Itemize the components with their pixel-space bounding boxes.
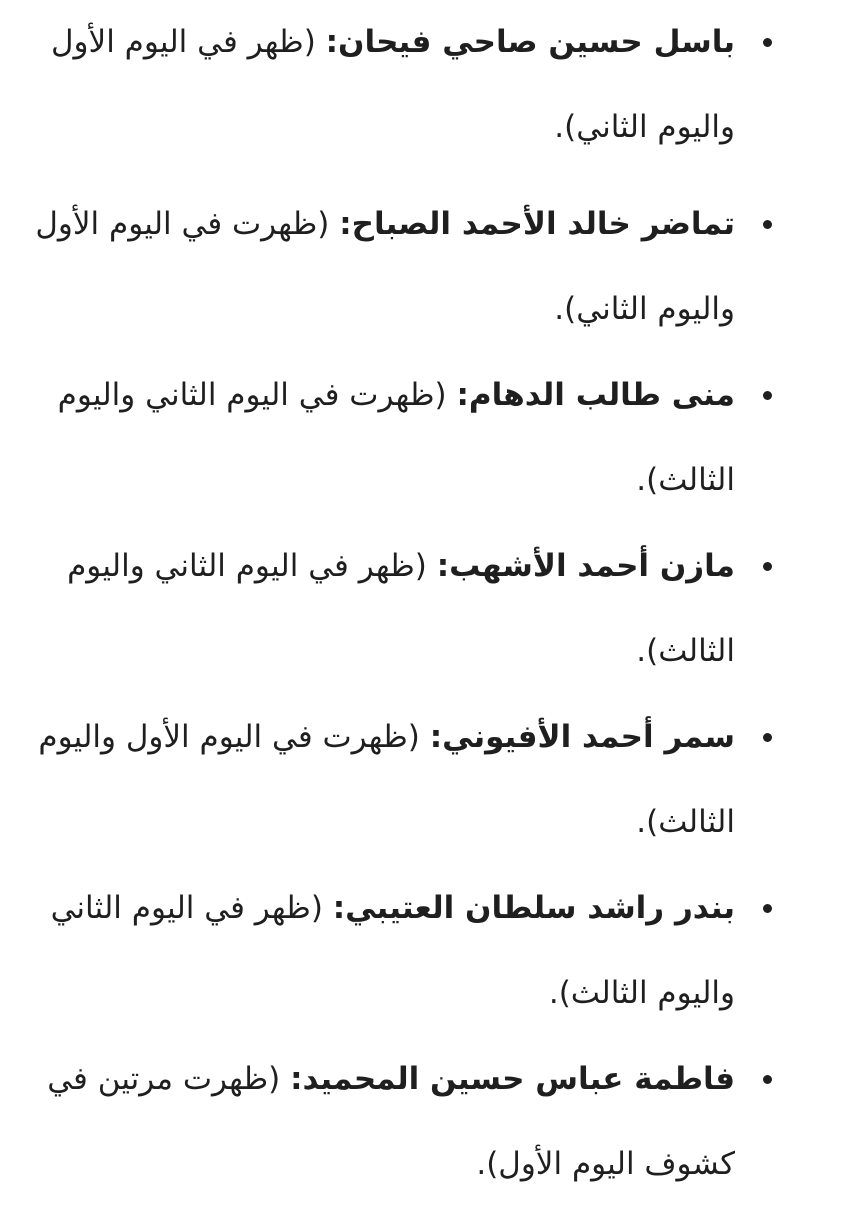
bullet-icon <box>763 1075 772 1084</box>
bullet-icon <box>763 220 772 229</box>
list-item <box>0 160 842 331</box>
person-name: تماضر خالد الأحمد الصباح: <box>339 206 735 242</box>
appearance-note: (ظهرت مرتين في كشوف اليوم الأول). <box>47 1061 735 1182</box>
appearance-note: (ظهرت في اليوم الأول واليوم الثاني). <box>35 206 735 327</box>
person-name: باسل حسين صاحي فيحان: <box>325 24 735 60</box>
person-name: مازن أحمد الأشهب: <box>436 548 735 584</box>
bullet-icon <box>763 562 772 571</box>
appearance-note: (ظهر في اليوم الثاني واليوم الثالث). <box>50 890 735 1011</box>
list-item <box>0 331 842 502</box>
list-item <box>0 844 842 1015</box>
appearance-note: (ظهر في اليوم الأول واليوم الثاني). <box>51 24 735 145</box>
list-item <box>0 1015 842 1186</box>
person-name: فاطمة عباس حسين المحميد: <box>290 1061 735 1097</box>
bullet-icon <box>763 904 772 913</box>
person-name: بندر راشد سلطان العتيبي: <box>332 890 735 926</box>
appearance-note: (ظهرت في اليوم الأول واليوم الثالث). <box>38 719 735 840</box>
list-item <box>0 502 842 673</box>
list-item <box>0 673 842 844</box>
person-name: منى طالب الدهام: <box>456 377 735 413</box>
bullet-icon <box>763 733 772 742</box>
bullet-icon <box>763 38 772 47</box>
person-name: سمر أحمد الأفيوني: <box>429 719 735 755</box>
appearance-note: (ظهر في اليوم الثاني واليوم الثالث). <box>67 548 735 669</box>
list-item <box>0 0 842 160</box>
bullet-icon <box>763 391 772 400</box>
appearance-note: (ظهرت في اليوم الثاني واليوم الثالث). <box>57 377 735 498</box>
